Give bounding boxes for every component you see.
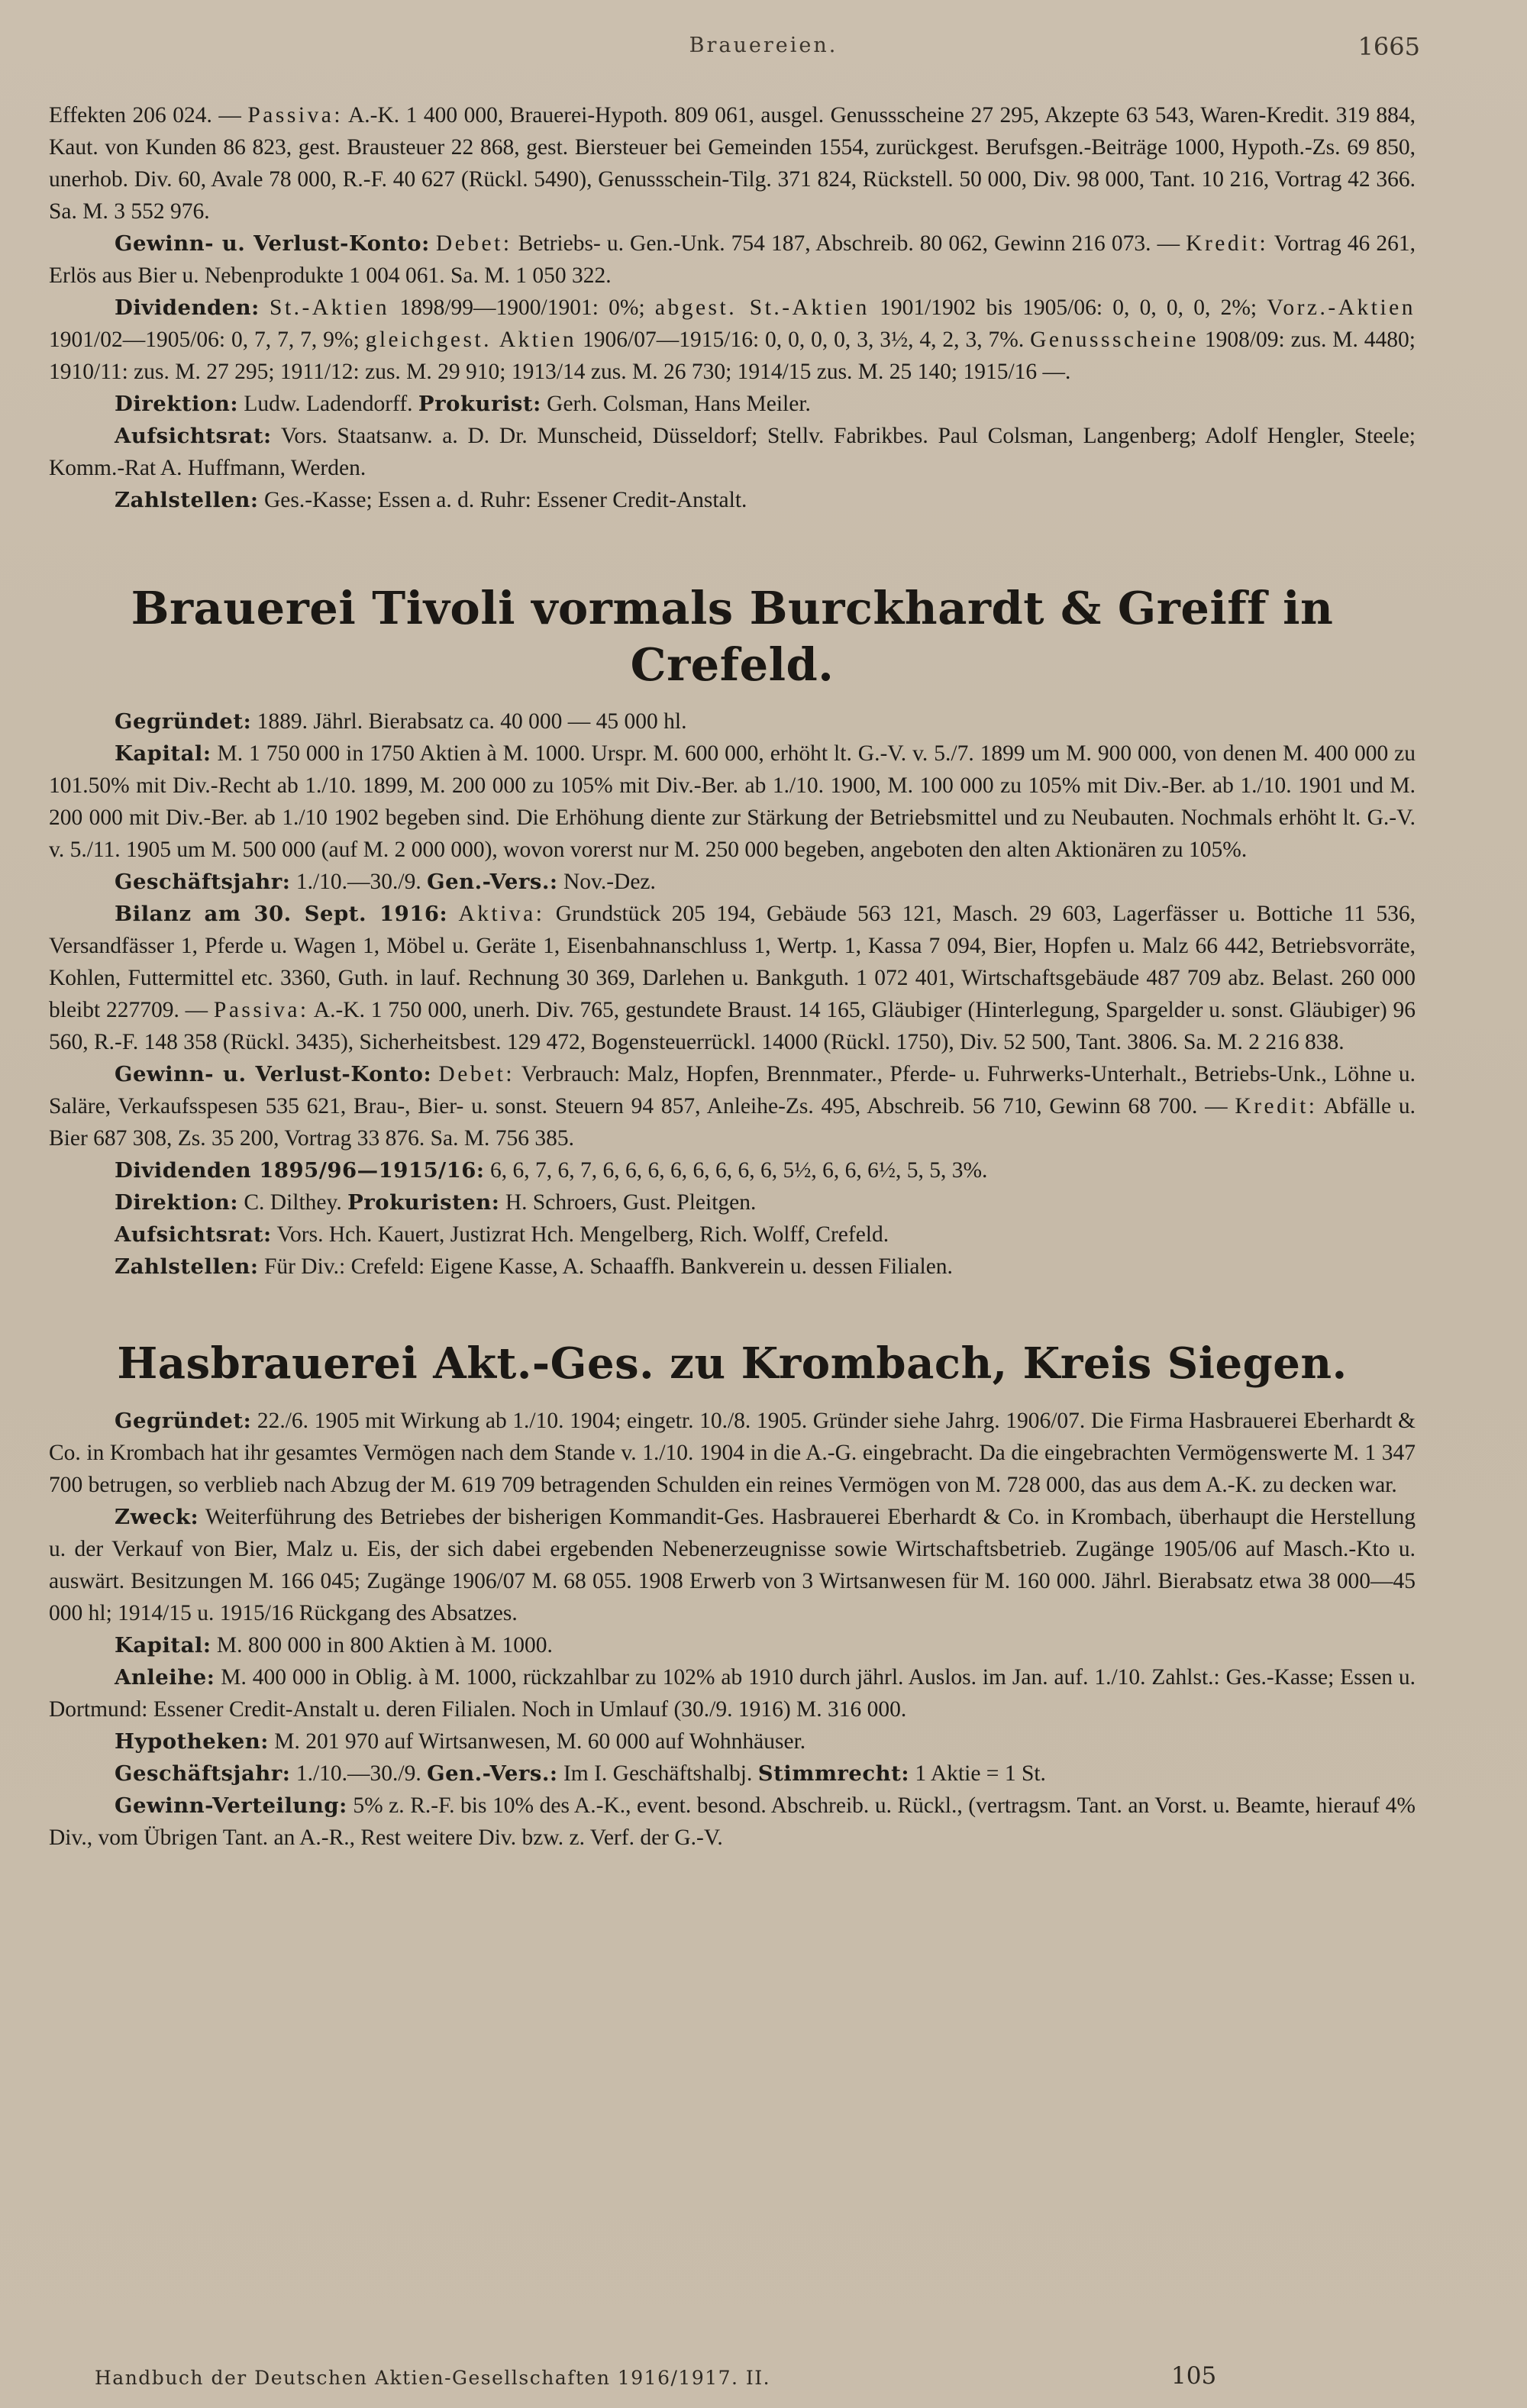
- spaced-term: abgest. St.-Aktien: [654, 295, 870, 320]
- text-run: 1889. Jährl. Bierabsatz ca. 40 000 — 45 000 hl.: [251, 709, 687, 734]
- text-run: [430, 231, 436, 256]
- field-label: Zweck:: [115, 1505, 199, 1529]
- text-run: Grundstück 205 194, Gebäude 563 121, Masch. 29 603, Lagerfässer u. Bottiche 11 536, Versandfässer 1, Pferde u. Wagen 1, Möbel u. Geräte 1, Eisenbahnanschluss 1, Wertp. 1, Kassa 7 094, Bier, Hopfen u. Malz 66 442, Betriebsvorräte, Kohlen, Futtermittel etc. 3360, Guth. in lauf. Rechnung 30 369, Darlehen u. Bankguth. 1 072 401, Wirtschaftsgebäude 487 709 abz. Belast. 260 000 bleibt 227709. —: [49, 902, 1416, 1022]
- text-run: Ges.-Kasse; Essen a. d. Ruhr: Essener Credit-Anstalt.: [258, 488, 747, 512]
- text-run: Verbrauch: Malz, Hopfen, Brennmater., Pferde- u. Fuhrwerks-Unterhalt., Betriebs-Unk., Löhne u. Saläre, Verkaufsspesen 535 621, Brau-, Bier- u. sonst. Steuern 94 857, Anleihe-Zs. 495, Abschreib. 56 710, Gewinn 68 700. —: [49, 1062, 1416, 1118]
- field-label: Bilanz am 30. Sept. 1916:: [115, 902, 448, 926]
- text-run: Ludw. Ladendorff.: [237, 392, 418, 416]
- page-number: 1665: [1358, 32, 1420, 61]
- entry-paragraph: [49, 705, 1416, 738]
- field-label: Dividenden 1895/96—1915/16:: [115, 1158, 485, 1183]
- spaced-term: gleichgest. Aktien: [365, 328, 577, 352]
- field-label: Geschäftsjahr:: [115, 1761, 291, 1786]
- company-title: Hasbrauerei Akt.-Ges. zu Krombach, Kreis Siegen.: [117, 1338, 1348, 1389]
- running-head: [0, 34, 1527, 64]
- text-run: Vors. Staatsanw. a. D. Dr. Munscheid, Düsseldorf; Stellv. Fabrikbes. Paul Colsman, Langenberg; Adolf Hengler, Steele; Komm.-Rat A. Huffmann, Werden.: [49, 424, 1416, 480]
- field-label: Kapital:: [115, 1633, 211, 1658]
- text-run: Im I. Geschäftshalbj.: [557, 1761, 758, 1786]
- field-label: Gegründet:: [115, 1409, 252, 1433]
- field-label: Aufsichtsrat:: [115, 424, 272, 448]
- spaced-term: Vorz.-Aktien: [1267, 295, 1416, 320]
- company-section: [49, 99, 1416, 516]
- text-run: M. 201 970 auf Wirtsanwesen, M. 60 000 auf Wohnhäuser.: [268, 1729, 806, 1754]
- entry-paragraph: [49, 898, 1416, 1058]
- field-label: Gegründet:: [115, 709, 252, 734]
- text-run: Vortrag 46 261, Erlös aus Bier u. Nebenprodukte 1 004 061. Sa. M. 1 050 322.: [49, 231, 1416, 288]
- entry-paragraph: [49, 866, 1416, 898]
- text-run: 1901/02—1905/06: 0, 7, 7, 7, 9%;: [49, 328, 366, 352]
- footer-signature-number: 105: [1171, 2362, 1217, 2390]
- text-run: 1./10.—30./9.: [290, 1761, 428, 1786]
- field-label: Stimmrecht:: [757, 1761, 910, 1786]
- spaced-term: St.-Aktien: [270, 295, 390, 320]
- field-label: Gen.-Vers.:: [427, 1761, 558, 1786]
- field-label: Anleihe:: [115, 1665, 215, 1690]
- entry-paragraph: [49, 1154, 1416, 1186]
- field-label: Kapital:: [115, 741, 211, 766]
- text-run: C. Dilthey.: [237, 1190, 348, 1215]
- text-run: Weiterführung des Betriebes der bisherigen Kommandit-Ges. Hasbrauerei Eberhardt & Co. in Krombach, überhaupt die Herstellung u. der Verkauf von Bier, Malz u. Eis, der sich dabei ergebenden Nebenerzeugnisse sowie Wirtschaftsbetrieb. Zugänge 1905/06 auf Masch.-Kto u. auswärt. Besitzungen M. 166 045; Zugänge 1906/07 M. 68 055. 1908 Erwerb von 3 Wirtsanwesen für M. 160 000. Jährl. Bierabsatz etwa 38 000—45 000 hl; 1914/15 u. 1915/16 Rückgang des Absatzes.: [49, 1505, 1416, 1625]
- field-label: Dividenden:: [115, 295, 260, 320]
- text-run: 1901/1902 bis 1905/06: 0, 0, 0, 0, 2%;: [869, 295, 1267, 320]
- entry-paragraph: [49, 1661, 1416, 1725]
- field-label: Aufsichtsrat:: [115, 1222, 272, 1247]
- entry-paragraph: [49, 99, 1416, 228]
- spaced-term: Passiva:: [247, 103, 344, 128]
- text-run: 1./10.—30./9.: [290, 870, 428, 894]
- text-run: Vors. Hch. Kauert, Justizrat Hch. Mengelberg, Rich. Wolff, Crefeld.: [271, 1222, 889, 1247]
- entry-paragraph: [49, 1186, 1416, 1219]
- spaced-term: Genussscheine: [1030, 328, 1199, 352]
- page-content: [49, 99, 1416, 1854]
- field-label: Gewinn- u. Verlust-Konto:: [115, 231, 430, 256]
- entry-paragraph: [49, 1629, 1416, 1661]
- running-head-title: Brauereien.: [689, 34, 838, 57]
- text-run: 5% z. R.-F. bis 10% des A.-K., event. besond. Abschreib. u. Rückl., (vertragsm. Tant. an Vorst. u. Beamte, hierauf 4% Div., vom Übrigen Tant. an A.-R., Rest weitere Div. bzw. z. Verf. der G.-V.: [49, 1793, 1416, 1850]
- field-label: Zahlstellen:: [115, 1254, 259, 1279]
- entry-paragraph: [49, 420, 1416, 484]
- entry-paragraph: [49, 292, 1416, 388]
- entry-paragraph: [49, 1725, 1416, 1758]
- text-run: M. 800 000 in 800 Aktien à M. 1000.: [211, 1633, 553, 1658]
- text-run: Nov.-Dez.: [557, 870, 656, 894]
- entry-paragraph: [49, 1501, 1416, 1629]
- field-label: Geschäftsjahr:: [115, 870, 291, 894]
- text-run: A.-K. 1 400 000, Brauerei-Hypoth. 809 061, ausgel. Genussscheine 27 295, Akzepte 63 543, Waren-Kredit. 319 884, Kaut. von Kunden 86 823, gest. Brausteuer 22 868, gest. Biersteuer bei Gemeinden 1554, zurückgest. Berufsgen.-Beiträge 1000, Hypoth.-Zs. 69 850, unerhob. Div. 60, Avale 78 000, R.-F. 40 627 (Rückl. 5490), Genussschein-Tilg. 371 824, Rückstell. 50 000, Div. 98 000, Tant. 10 216, Vortrag 42 366. Sa. M. 3 552 976.: [49, 103, 1416, 224]
- footer-publication-title: Handbuch der Deutschen Aktien-Gesellschaften 1916/1917. II.: [95, 2367, 771, 2389]
- entry-paragraph: [49, 228, 1416, 292]
- spaced-term: Kredit:: [1235, 1094, 1318, 1118]
- entry-paragraph: [49, 1251, 1416, 1283]
- text-run: M. 1 750 000 in 1750 Aktien à M. 1000. Urspr. M. 600 000, erhöht lt. G.-V. v. 5./7. 1899 um M. 900 000, von denen M. 400 000 zu 101.50% mit Div.-Recht ab 1./10. 1899, M. 200 000 zu 105% mit Div.-Ber. ab 1./10. 1900, M. 100 000 zu 105% mit Div.-Ber. ab 1./10. 1901 und M. 200 000 mit Div.-Ber. ab 1./10 1902 begeben sind. Die Erhöhung diente zur Stärkung der Betriebsmittel und zu Neubauten. Nochmals erhöht lt. G.-V. v. 5./11. 1905 um M. 500 000 (auf M. 2 000 000), wovon vorerst nur M. 250 000 begeben, angeboten den alten Aktionären zu 105%.: [49, 741, 1416, 862]
- text-run: Effekten 206 024. —: [49, 103, 248, 128]
- text-run: Für Div.: Crefeld: Eigene Kasse, A. Schaaffh. Bankverein u. dessen Filialen.: [258, 1254, 953, 1279]
- entry-paragraph: [49, 1219, 1416, 1251]
- entry-paragraph: [49, 1758, 1416, 1790]
- entry-paragraph: [49, 738, 1416, 866]
- text-run: 22./6. 1905 mit Wirkung ab 1./10. 1904; eingetr. 10./8. 1905. Gründer siehe Jahrg. 1906/07. Die Firma Hasbrauerei Eberhardt & Co. in Krombach hat ihr gesamtes Vermögen nach dem Stande v. 1./10. 1904 in die A.-G. eingebracht. Da die eingebrachten Vermögenswerte M. 1 347 700 betrugen, so verblieb nach Abzug der M. 619 709 betragenden Schulden ein reines Vermögen von M. 728 000, das aus dem A.-K. zu decken war.: [49, 1409, 1416, 1497]
- text-run: 1908/09: zus. M. 4480; 1910/11: zus. M. 27 295; 1911/12: zus. M. 29 910; 1913/14 zus. M. 26 730; 1914/15 zus. M. 25 140; 1915/16 —.: [49, 328, 1416, 384]
- text-run: 1906/07—1915/16: 0, 0, 0, 0, 3, 3½, 4, 2, 3, 7%.: [576, 328, 1031, 352]
- field-label: Prokuristen:: [347, 1190, 500, 1215]
- entry-paragraph: [49, 388, 1416, 420]
- field-label: Direktion:: [115, 392, 238, 416]
- text-run: M. 400 000 in Oblig. à M. 1000, rückzahlbar zu 102% ab 1910 durch jährl. Auslos. im Jan. auf. 1./10. Zahlst.: Ges.-Kasse; Essen u. Dortmund: Essener Credit-Anstalt u. deren Filialen. Noch in Umlauf (30./9. 1916) M. 316 000.: [49, 1665, 1416, 1722]
- field-label: Gewinn- u. Verlust-Konto:: [115, 1062, 432, 1086]
- field-label: Gewinn-Verteilung:: [115, 1793, 347, 1818]
- company-title: Brauerei Tivoli vormals Burckhardt & Greiff in Crefeld.: [131, 582, 1334, 691]
- page-footer: [95, 2362, 1393, 2397]
- field-label: Zahlstellen:: [115, 488, 259, 512]
- text-run: [447, 902, 458, 926]
- text-run: A.-K. 1 750 000, unerh. Div. 765, gestundete Braust. 14 165, Gläubiger (Hinterlegung, Spargelder u. sonst. Gläubiger) 96 560, R.-F. 148 358 (Rückl. 3435), Sicherheitsbest. 129 472, Bogensteuerrückl. 14000 (Rückl. 1750), Div. 52 500, Tant. 3806. Sa. M. 2 216 838.: [49, 998, 1416, 1054]
- text-run: 6, 6, 7, 6, 7, 6, 6, 6, 6, 6, 6, 6, 6, 5½, 6, 6, 6½, 5, 5, 3%.: [484, 1158, 988, 1183]
- company-section: [49, 580, 1416, 1283]
- spaced-term: Aktiva:: [458, 902, 545, 926]
- field-label: Gen.-Vers.:: [427, 870, 558, 894]
- company-section: [49, 1336, 1416, 1854]
- text-run: 1898/99—1900/1901: 0%;: [389, 295, 655, 320]
- spaced-term: Passiva:: [213, 998, 309, 1022]
- field-label: Direktion:: [115, 1190, 238, 1215]
- text-run: Gerh. Colsman, Hans Meiler.: [541, 392, 811, 416]
- entry-paragraph: [49, 484, 1416, 516]
- entry-paragraph: [49, 1790, 1416, 1854]
- text-run: [260, 295, 270, 320]
- spaced-term: Kredit:: [1186, 231, 1269, 256]
- text-run: H. Schroers, Gust. Pleitgen.: [499, 1190, 757, 1215]
- entry-paragraph: [49, 1058, 1416, 1154]
- text-run: Betriebs- u. Gen.-Unk. 754 187, Abschreib. 80 062, Gewinn 216 073. —: [512, 231, 1186, 256]
- spaced-term: Debet:: [438, 1062, 515, 1086]
- spaced-term: Debet:: [435, 231, 512, 256]
- text-run: Abfälle u. Bier 687 308, Zs. 35 200, Vortrag 33 876. Sa. M. 756 385.: [49, 1094, 1416, 1151]
- field-label: Hypotheken:: [115, 1729, 269, 1754]
- field-label: Prokurist:: [418, 392, 541, 416]
- entry-paragraph: [49, 1405, 1416, 1501]
- text-run: 1 Aktie = 1 St.: [909, 1761, 1046, 1786]
